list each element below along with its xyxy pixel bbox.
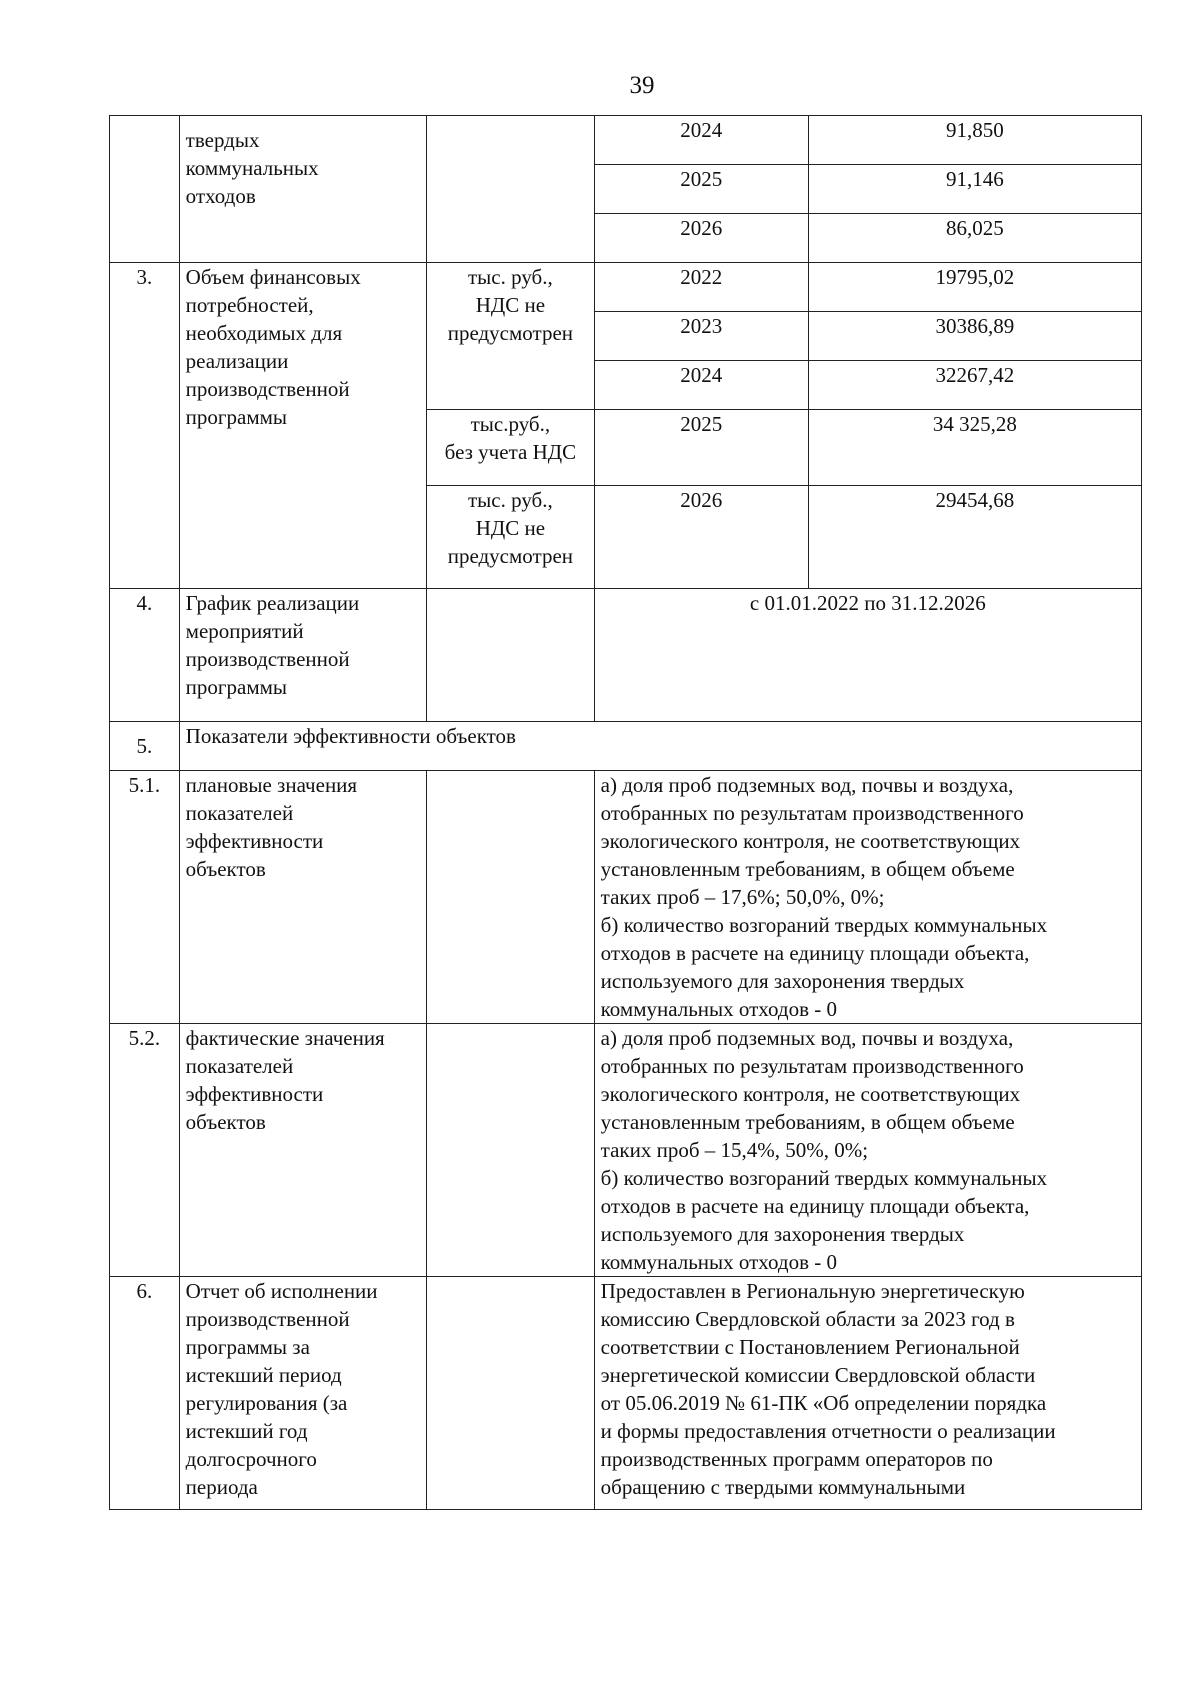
desc-line: коммунальных xyxy=(185,156,319,180)
unit-cell-empty xyxy=(427,1024,595,1277)
schedule-range: с 01.01.2022 по 31.12.2026 xyxy=(594,589,1141,722)
row-number: 5.2. xyxy=(110,1024,180,1277)
text-line: отобранных по результатам производственного xyxy=(600,1054,1024,1078)
desc-line: показателей xyxy=(185,801,294,825)
unit-cell-empty xyxy=(427,589,595,722)
desc-line: График реализации xyxy=(185,591,360,615)
table-row xyxy=(110,722,1142,771)
text-line: комиссию Свердловской области за 2023 год в xyxy=(600,1307,1015,1331)
desc-line: эффективности xyxy=(185,829,324,853)
unit-line: НДС не xyxy=(475,293,546,317)
table-row xyxy=(110,1277,1142,1510)
desc-line: мероприятий xyxy=(185,619,304,643)
text-line: б) количество возгораний твердых коммунальных xyxy=(600,1166,1048,1190)
desc-line: плановые значения xyxy=(185,773,358,797)
desc-line: производственной xyxy=(185,377,350,401)
text-line: Предоставлен в Региональную энергетическую xyxy=(600,1279,1025,1303)
desc-cell xyxy=(179,263,426,589)
unit-line: предусмотрен xyxy=(447,544,574,568)
value-cell: 91,850 xyxy=(808,116,1141,165)
text-line: коммунальных отходов - 0 xyxy=(600,997,837,1021)
unit-cell-empty xyxy=(427,771,595,1024)
desc-line: программы за xyxy=(185,1335,310,1359)
text-line: б) количество возгораний твердых коммунальных xyxy=(600,913,1048,937)
year-cell: 2024 xyxy=(594,116,808,165)
year-cell: 2026 xyxy=(594,486,808,589)
program-table xyxy=(109,115,1142,1510)
text-line: экологического контроля, не соответствующих xyxy=(600,829,1021,853)
unit-cell-empty xyxy=(427,1277,595,1510)
unit-cell-empty xyxy=(427,116,595,263)
text-line: отходов в расчете на единицу площади объекта, xyxy=(600,1194,1030,1218)
desc-line: истекший период xyxy=(185,1363,342,1387)
desc-line: периода xyxy=(185,1475,258,1499)
year-cell: 2023 xyxy=(594,312,808,361)
desc-line: потребностей, xyxy=(185,293,314,317)
desc-cell xyxy=(179,771,426,1024)
desc-cell xyxy=(179,1024,426,1277)
desc-line: отходов xyxy=(185,184,256,208)
table-row xyxy=(110,263,1142,312)
desc-line: реализации xyxy=(185,349,289,373)
value-cell: 19795,02 xyxy=(808,263,1141,312)
text-line: отходов в расчете на единицу площади объекта, xyxy=(600,941,1030,965)
value-cell: 91,146 xyxy=(808,165,1141,214)
text-line: а) доля проб подземных вод, почвы и воздуха, xyxy=(600,1026,1014,1050)
desc-line: программы xyxy=(185,405,288,429)
text-line: таких проб – 15,4%, 50%, 0%; xyxy=(600,1138,869,1162)
unit-line: тыс. руб., xyxy=(467,488,553,512)
unit-cell xyxy=(427,486,595,589)
text-line: соответствии с Постановлением Региональной xyxy=(600,1335,1020,1359)
desc-line: долгосрочного xyxy=(185,1447,317,1471)
desc-line: фактические значения xyxy=(185,1026,385,1050)
desc-line: истекший год xyxy=(185,1419,308,1443)
value-cell: 32267,42 xyxy=(808,361,1141,410)
unit-cell xyxy=(427,263,595,410)
desc-line: объектов xyxy=(185,1110,266,1134)
row-number: 3. xyxy=(110,263,180,589)
indicator-text xyxy=(594,771,1141,1024)
value-cell: 30386,89 xyxy=(808,312,1141,361)
text-line: энергетической комиссии Свердловской области xyxy=(600,1363,1036,1387)
desc-line: объектов xyxy=(185,857,266,881)
text-line: коммунальных отходов - 0 xyxy=(600,1250,837,1274)
unit-cell xyxy=(427,410,595,486)
value-cell: 29454,68 xyxy=(808,486,1141,589)
unit-line: тыс. руб., xyxy=(467,265,553,289)
text-line: обращению с твердыми коммунальными xyxy=(600,1475,966,1499)
unit-line: предусмотрен xyxy=(447,321,574,345)
text-line: экологического контроля, не соответствующих xyxy=(600,1082,1021,1106)
year-cell: 2026 xyxy=(594,214,808,263)
desc-line: программы xyxy=(185,675,288,699)
year-cell: 2025 xyxy=(594,165,808,214)
text-line: таких проб – 17,6%; 50,0%, 0%; xyxy=(600,885,885,909)
desc-line: регулирования (за xyxy=(185,1391,348,1415)
year-cell: 2025 xyxy=(594,410,808,486)
indicator-text xyxy=(594,1024,1141,1277)
desc-cell xyxy=(179,589,426,722)
desc-line: производственной xyxy=(185,1307,350,1331)
year-cell: 2024 xyxy=(594,361,808,410)
text-line: установленным требованиям, в общем объеме xyxy=(600,1110,1015,1134)
desc-cell xyxy=(179,116,426,263)
row-number: 6. xyxy=(110,1277,180,1510)
text-line: используемого для захоронения твердых xyxy=(600,1222,965,1246)
text-line: производственных программ операторов по xyxy=(600,1447,993,1471)
desc-line: Объем финансовых xyxy=(185,265,361,289)
text-line: используемого для захоронения твердых xyxy=(600,969,965,993)
row-number: 5. xyxy=(110,722,180,771)
table-row xyxy=(110,1024,1142,1277)
row-number: 4. xyxy=(110,589,180,722)
desc-line: Отчет об исполнении xyxy=(185,1279,378,1303)
unit-line: без учета НДС xyxy=(444,440,577,464)
report-text xyxy=(594,1277,1141,1510)
desc-line: эффективности xyxy=(185,1082,324,1106)
table-row xyxy=(110,116,1142,165)
text-line: установленным требованиям, в общем объеме xyxy=(600,857,1015,881)
row-number: 5.1. xyxy=(110,771,180,1024)
value-cell: 34 325,28 xyxy=(808,410,1141,486)
unit-line: тыс.руб., xyxy=(470,412,551,436)
text-line: и формы предоставления отчетности о реализации xyxy=(600,1419,1056,1443)
unit-line: НДС не xyxy=(475,516,546,540)
year-cell: 2022 xyxy=(594,263,808,312)
desc-line: твердых xyxy=(185,128,260,152)
text-line: а) доля проб подземных вод, почвы и воздуха, xyxy=(600,773,1014,797)
text-line: от 05.06.2019 № 61-ПК «Об определении порядка xyxy=(600,1391,1047,1415)
num-cell-empty xyxy=(110,116,180,263)
table-row xyxy=(110,589,1142,722)
desc-line: производственной xyxy=(185,647,350,671)
section-title: Показатели эффективности объектов xyxy=(179,722,1141,771)
value-cell: 86,025 xyxy=(808,214,1141,263)
page-number: 39 xyxy=(629,72,655,99)
desc-line: показателей xyxy=(185,1054,294,1078)
desc-cell xyxy=(179,1277,426,1510)
desc-line: необходимых для xyxy=(185,321,343,345)
table-row xyxy=(110,771,1142,1024)
text-line: отобранных по результатам производственного xyxy=(600,801,1024,825)
